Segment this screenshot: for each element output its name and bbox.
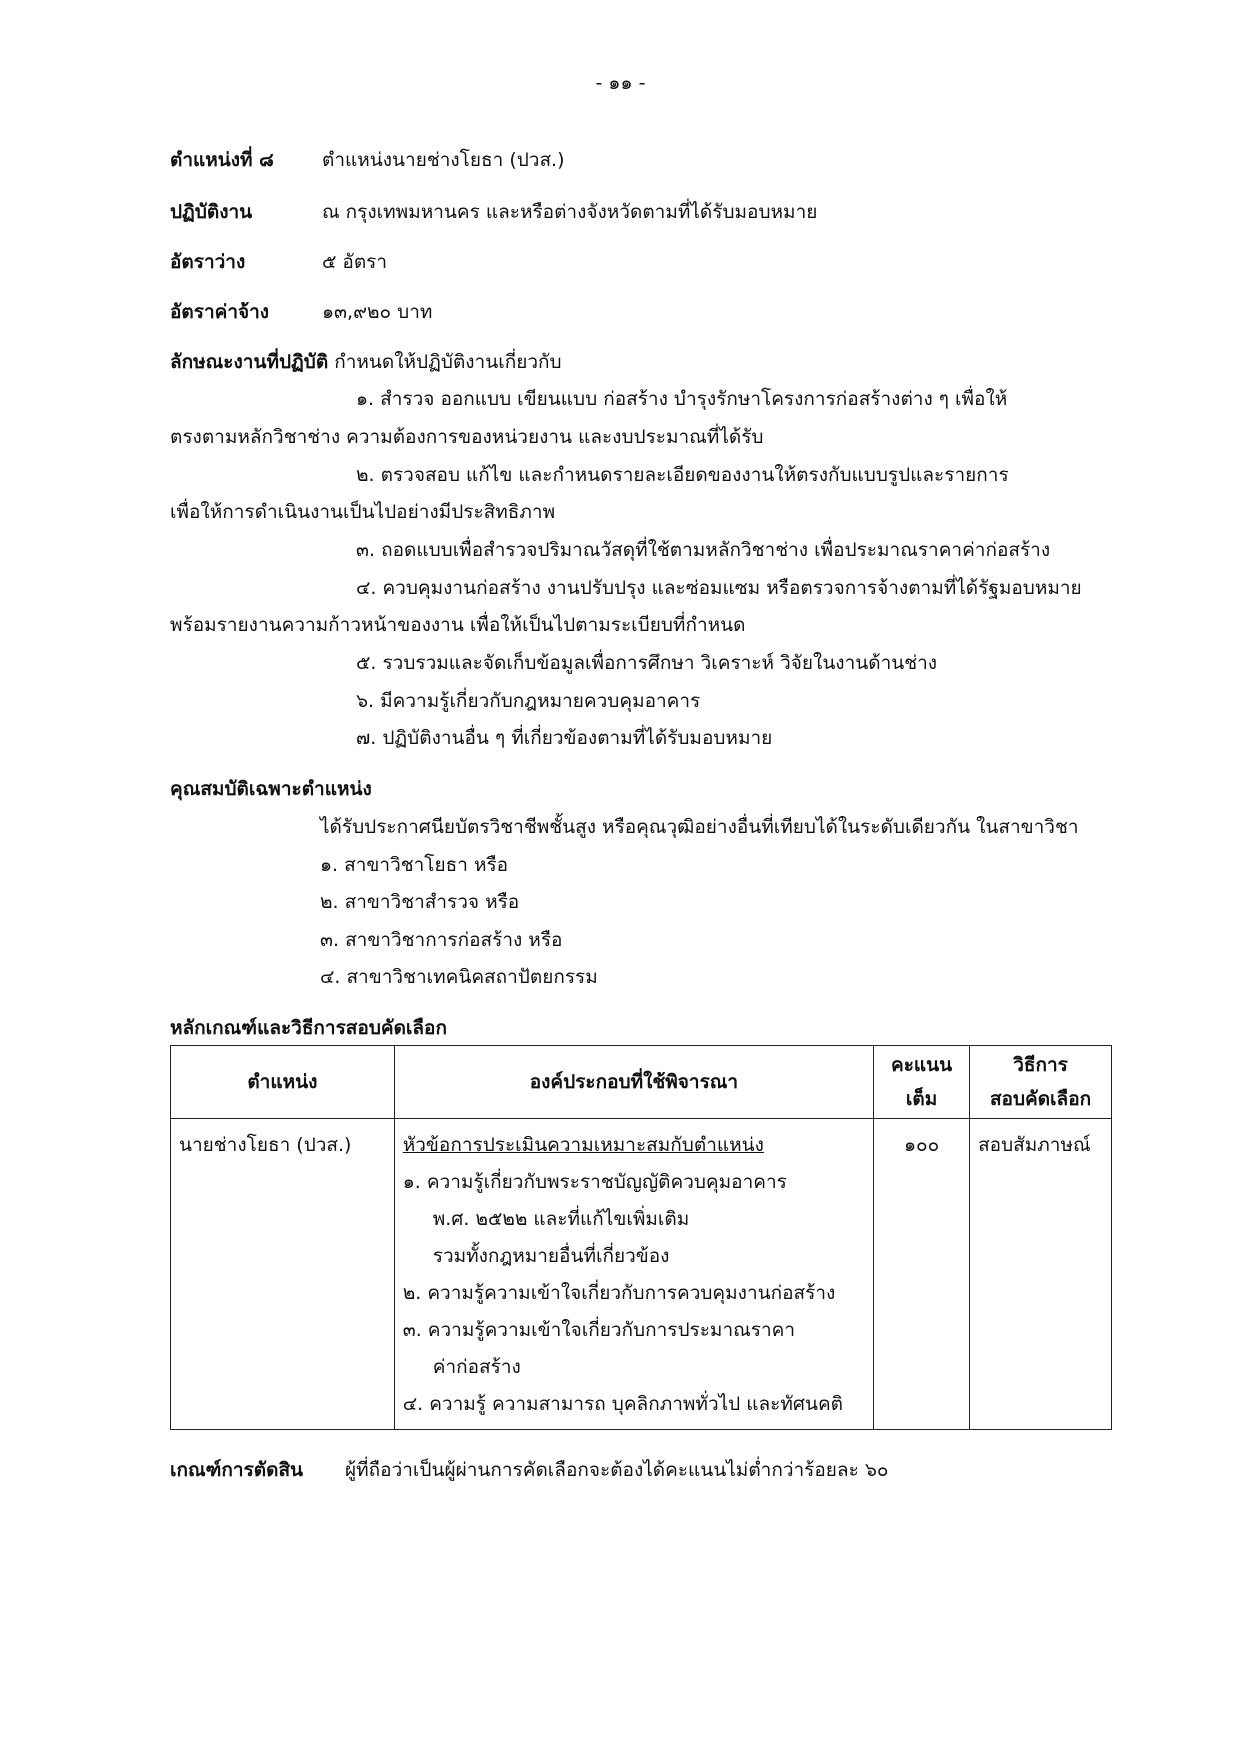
- component-line: ค่าก่อสร้าง: [432, 1356, 521, 1378]
- col-header-position: ตำแหน่ง: [171, 1046, 395, 1119]
- location-label: ปฏิบัติงาน: [170, 201, 253, 223]
- decision-label: เกณฑ์การตัดสิน: [170, 1459, 304, 1481]
- duty-line: เพื่อให้การดำเนินงานเป็นไปอย่างมีประสิทธิภาพ: [170, 501, 556, 523]
- location-value: ณ กรุงเทพมหานคร และหรือต่างจังหวัดตามที่ได้รับมอบหมาย: [322, 201, 818, 223]
- vacancy-label: อัตราว่าง: [170, 251, 246, 273]
- decision-text: ผู้ที่ถือว่าเป็นผู้ผ่านการคัดเลือกจะต้องได้คะแนนไม่ต่ำกว่าร้อยละ ๖๐: [345, 1459, 889, 1481]
- salary-value: ๑๓,๙๒๐ บาท: [322, 301, 433, 323]
- position-label: ตำแหน่งที่ ๘: [170, 149, 274, 171]
- cell-score: ๑๐๐: [874, 1119, 970, 1430]
- duty-line: พร้อมรายงานความก้าวหน้าของงาน เพื่อให้เป็นไปตามระเบียบที่กำหนด: [170, 614, 746, 636]
- page-number: - ๑๑ -: [595, 72, 646, 94]
- duty-line: ๖. มีความรู้เกี่ยวกับกฎหมายควบคุมอาคาร: [356, 690, 701, 712]
- duty-line: ๒. ตรวจสอบ แก้ไข และกำหนดรายละเอียดของงานให้ตรงกับแบบรูปและรายการ: [356, 464, 1009, 486]
- col-header-components: องค์ประกอบที่ใช้พิจารณา: [394, 1046, 873, 1119]
- col-header-method-line2: สอบคัดเลือก: [989, 1088, 1092, 1110]
- component-line: พ.ศ. ๒๕๒๒ และที่แก้ไขเพิ่มเติม: [432, 1208, 690, 1230]
- col-header-score-line1: คะแนน: [891, 1054, 953, 1076]
- cell-method: สอบสัมภาษณ์: [970, 1119, 1112, 1430]
- col-header-method-line1: วิธีการ: [1013, 1054, 1068, 1076]
- col-header-score-line2: เต็ม: [905, 1088, 938, 1110]
- table-row: [171, 1119, 1112, 1430]
- duty-line: ๑. สำรวจ ออกแบบ เขียนแบบ ก่อสร้าง บำรุงรักษาโครงการก่อสร้างต่าง ๆ เพื่อให้: [356, 388, 1008, 410]
- col-header-method: [970, 1046, 1112, 1119]
- col-header-score: [874, 1046, 970, 1119]
- cell-position: นายช่างโยธา (ปวส.): [171, 1119, 395, 1430]
- duties-heading-line: [170, 347, 562, 377]
- duty-line: ๔. ควบคุมงานก่อสร้าง งานปรับปรุง และซ่อมแซม หรือตรวจการจ้างตามที่ได้รัฐมอบหมาย: [356, 577, 1082, 599]
- duty-line: ๕. รวบรวมและจัดเก็บข้อมูลเพื่อการศึกษา วิเคราะห์ วิจัยในงานด้านช่าง: [356, 652, 938, 674]
- vacancy-value: ๕ อัตรา: [322, 251, 388, 273]
- criteria-heading: หลักเกณฑ์และวิธีการสอบคัดเลือก: [170, 1017, 447, 1039]
- criteria-table: [170, 1045, 1112, 1430]
- component-line: ๑. ความรู้เกี่ยวกับพระราชบัญญัติควบคุมอาคาร: [402, 1171, 787, 1193]
- salary-label: อัตราค่าจ้าง: [170, 301, 270, 323]
- qualification-item: ๑. สาขาวิชาโยธา หรือ: [320, 854, 509, 876]
- cell-components: [394, 1119, 873, 1430]
- component-line: ๓. ความรู้ความเข้าใจเกี่ยวกับการประมาณราคา: [402, 1319, 795, 1341]
- component-line: ๒. ความรู้ความเข้าใจเกี่ยวกับการควบคุมงานก่อสร้าง: [402, 1282, 836, 1304]
- duty-line: ตรงตามหลักวิชาช่าง ความต้องการของหน่วยงาน และงบประมาณที่ได้รับ: [170, 426, 764, 448]
- qualifications-intro: ได้รับประกาศนียบัตรวิชาชีพชั้นสูง หรือคุณวุฒิอย่างอื่นที่เทียบได้ในระดับเดียวกัน ในสาขาวิชา: [320, 816, 1079, 838]
- topic-heading: หัวข้อการประเมินความเหมาะสมกับตำแหน่ง: [402, 1134, 764, 1156]
- duty-line: ๓. ถอดแบบเพื่อสำรวจปริมาณวัสดุที่ใช้ตามหลักวิชาช่าง เพื่อประมาณราคาค่าก่อสร้าง: [356, 539, 1051, 561]
- duties-heading: ลักษณะงานที่ปฏิบัติ: [170, 351, 329, 373]
- qualification-item: ๓. สาขาวิชาการก่อสร้าง หรือ: [320, 929, 563, 951]
- component-line: รวมทั้งกฎหมายอื่นที่เกี่ยวข้อง: [432, 1245, 670, 1267]
- table-header-row: [171, 1046, 1112, 1119]
- qualification-item: ๔. สาขาวิชาเทคนิคสถาปัตยกรรม: [320, 966, 598, 988]
- qualification-item: ๒. สาขาวิชาสำรวจ หรือ: [320, 891, 520, 913]
- duty-line: ๗. ปฏิบัติงานอื่น ๆ ที่เกี่ยวข้องตามที่ได้รับมอบหมาย: [356, 727, 773, 749]
- component-line: ๔. ความรู้ ความสามารถ บุคลิกภาพทั่วไป และทัศนคติ: [402, 1393, 843, 1415]
- position-value: ตำแหน่งนายช่างโยธา (ปวส.): [322, 149, 565, 171]
- qualifications-heading: คุณสมบัติเฉพาะตำแหน่ง: [170, 778, 372, 800]
- duties-intro: กำหนดให้ปฏิบัติงานเกี่ยวกับ: [334, 351, 562, 373]
